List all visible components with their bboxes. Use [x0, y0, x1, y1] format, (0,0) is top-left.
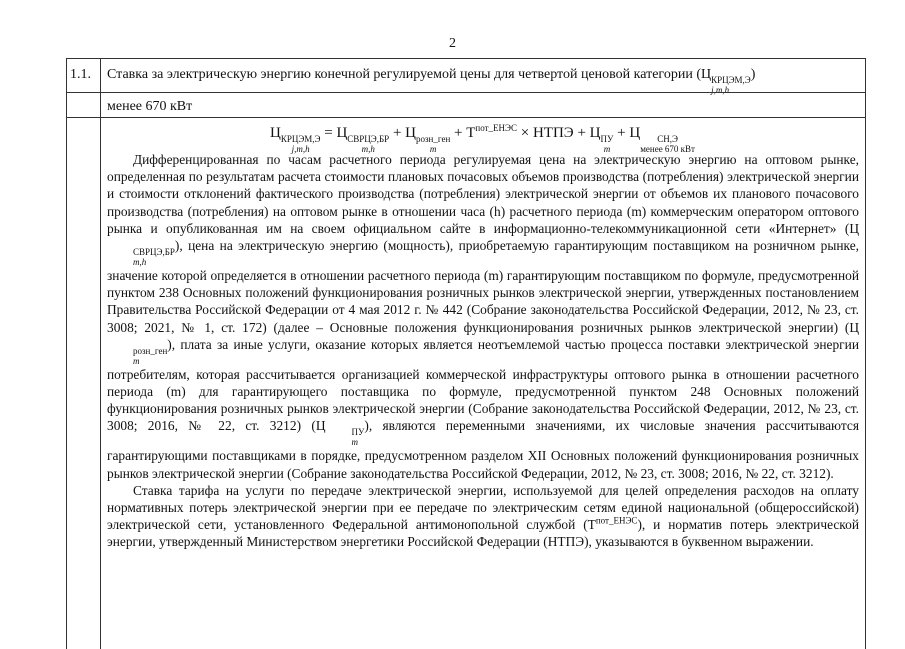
row-divider	[67, 117, 865, 118]
row-divider	[67, 92, 865, 93]
formula-term-2-sub: m	[429, 144, 437, 154]
explanatory-text	[107, 151, 859, 551]
row-number-cell	[67, 59, 101, 649]
formula-term-3-sup: пот_ЕНЭС	[475, 123, 517, 133]
price-formula: Ц КРЦЭМ,Э j,m,h = Ц СВРЦЭ,БР m,h + Ц розн_ген m + $Т^{пот\_ЕНЭС}$ × НТПЭ + Ц ПУ m + Ц СН,Э менее 670 кВт	[269, 123, 695, 154]
title-symbol-sup: КРЦЭМ,Э	[711, 75, 751, 85]
para2-part-a: Ставка тарифа на услуги по передаче электрической энергии, используемой для целей определения расходов на оплату нормативных потерь электрической энергии при ее передаче по электрическим сетям единой национальной (общероссийской) электрической сети, установленного Федеральной антимонопольной службой (	[107, 482, 859, 533]
row-title: Ставка за электрическую энергию конечной регулируемой цены для четвертой ценовой категории (Ц КРЦЭМ,Э j,m,h )	[107, 67, 756, 95]
para1-symbol-1-sup: СВРЦЭ,БР	[133, 247, 175, 258]
para2-symbol-1: Т	[587, 517, 596, 533]
formula-term-6-sup: СН,Э	[657, 134, 678, 144]
formula-term-6-sub: менее 670 кВт	[640, 144, 695, 154]
para1-symbol-2-sub: m	[133, 355, 140, 366]
formula-term-2: Ц	[405, 125, 416, 141]
para2-part-b: ), и норматив потерь электрической энергии, утвержденный Министерством энергетики Российской Федерации (НТПЭ), указываются в буквенном выражении.	[107, 517, 859, 550]
formula-term-5-sup: ПУ	[600, 134, 614, 144]
row-subheading: менее 670 кВт	[107, 99, 193, 114]
formula-term-6: Ц	[629, 125, 641, 141]
formula-term-5-sub: m	[603, 144, 611, 154]
formula-lhs: Ц	[269, 125, 281, 141]
para1-symbol-1: Ц	[849, 220, 859, 236]
row-number: 1.1.	[70, 67, 91, 82]
para1-symbol-2: Ц	[849, 319, 859, 335]
formula-term-1-sup: СВРЦЭ,БР	[347, 134, 390, 144]
para1-part-c: ), плата за иные услуги, оказание которых является неотъемлемой частью процесса поставки электрической энергии потребителям, которая рассчитывается организацией коммерческой инфраструктуры оптового рынка в отношении расчетного периода (m) для гарантирующего поставщика по формуле, предусмотренной пунктом 248 Основных положений функционирования розничных рынков электрической энергии (Собрание законодательства Российской Федерации, 2012, № 23, ст. 3008; 2016, № 22, ст. 3212) (	[107, 336, 859, 434]
formula-term-4: НТПЭ	[532, 125, 574, 141]
formula-term-1-sub: m,h	[361, 144, 375, 154]
para1-part-a: Дифференцированная по часам расчетного периода регулируемая цена на электрическую энергию на оптовом рынке, определенная по результатам расчета стоимости плановых почасовых объемов производства (потребления) электрической энергии и стоимости отклонений фактического производства (потребления) электрической энергии от объемов их планового почасового производства (потребления) на оптовом рынке в отношении часа (h) расчетного периода (m) коммерческим оператором оптового рынка и опубликованная им на своем официальном сайте в информационно-телекоммуникационной сети «Интернет» (	[107, 152, 859, 236]
formula-term-5: Ц	[589, 125, 601, 141]
para1-symbol-3-sub: m	[351, 437, 358, 448]
paragraph-1	[107, 151, 859, 482]
para2-symbol-1-sup: пот_ЕНЭС	[595, 515, 638, 526]
para1-symbol-3: Ц	[315, 418, 326, 434]
para1-symbol-3-sup: ПУ	[351, 427, 365, 438]
formula-lhs-sub: j,m,h	[291, 144, 310, 154]
para1-symbol-2-sup: розн_ген	[133, 345, 168, 356]
formula-term-2-sup: розн_ген	[416, 134, 451, 144]
paragraph-2	[107, 482, 859, 551]
formula-lhs-sup: КРЦЭМ,Э	[280, 134, 321, 144]
row-title-text: Ставка за электрическую энергию конечной регулируемой цены для четвертой ценовой категории	[107, 67, 693, 82]
para1-part-b: ), цена на электрическую энергию (мощность), приобретаемую гарантирующим поставщиком на розничном рынке, значение которой определяется в отношении расчетного периода (m) гарантирующим поставщиком по формуле, предусмотренной пунктом 238 Основных положений функционирования розничных рынков электрической энергии, утвержденных постановлением Правительства Российской Федерации от 4 мая 2012 г. № 442 (Собрание законодательства Российской Федерации, 2012, № 23, ст. 3008; 2021, № 1, ст. 172) (далее – Основные положения функционирования розничных рынков электрической энергии) (	[107, 238, 859, 335]
para1-symbol-1-sub: m,h	[133, 257, 147, 268]
page-number: 2	[449, 36, 456, 51]
formula-term-1: Ц	[336, 125, 348, 141]
title-symbol: Ц	[700, 67, 712, 82]
formula-term-3: Т	[466, 125, 476, 141]
title-symbol-sub: j,m,h	[711, 85, 730, 95]
tariff-table	[66, 58, 866, 649]
para1-part-d: ), являются переменными значениями, их числовые значения рассчитываются гарантирующими поставщиками в порядке, предусмотренном разделом XII Основных положений функционирования розничных рынков электрической энергии (Собрание законодательства Российской Федерации, 2012, № 23, ст. 3008; 2016, № 22, ст. 3212).	[107, 418, 859, 481]
